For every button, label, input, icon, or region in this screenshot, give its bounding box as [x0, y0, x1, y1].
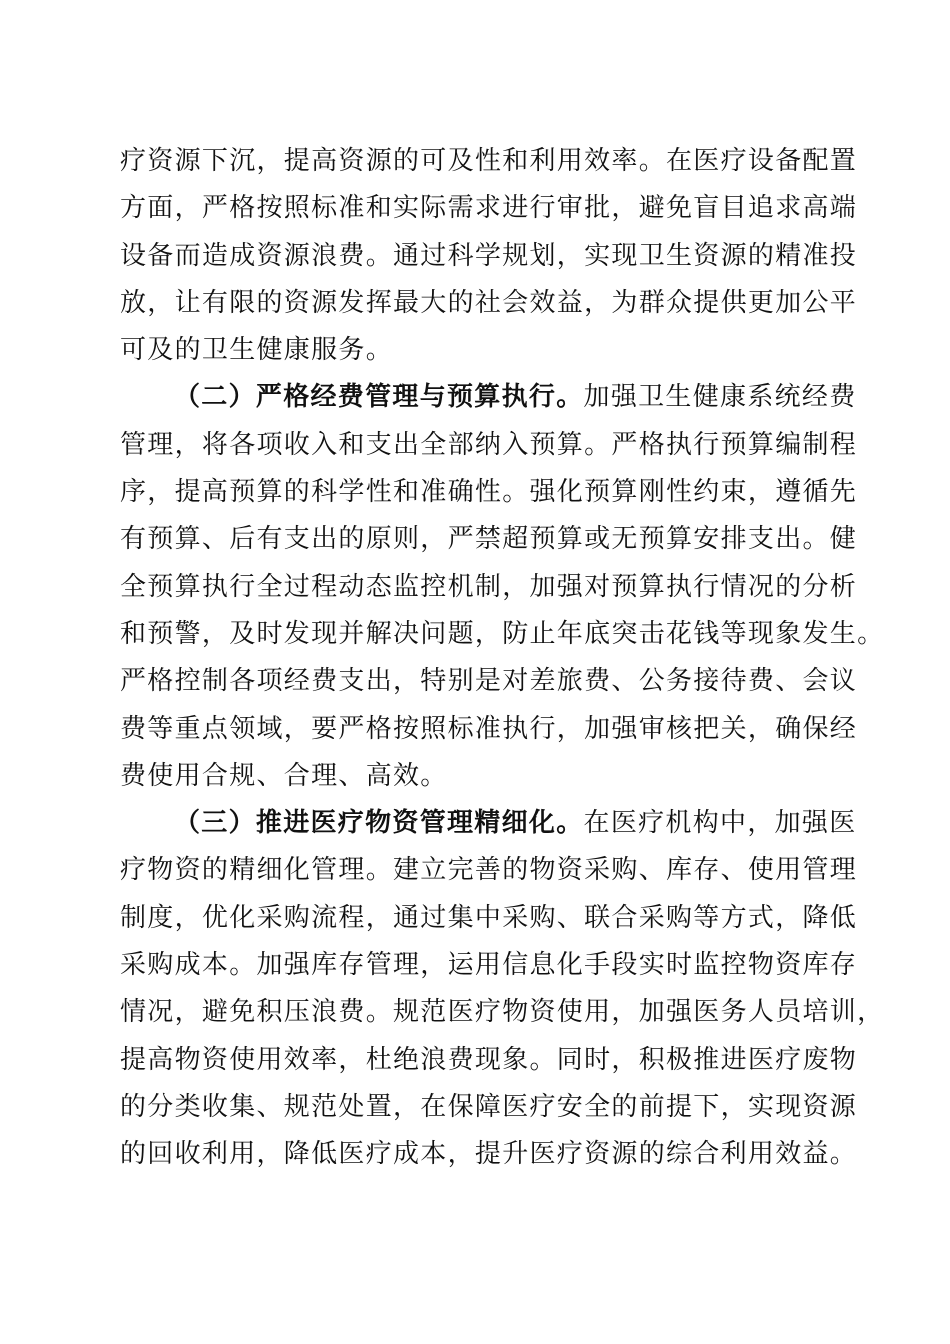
- paragraph-line: 制度，优化采购流程，通过集中采购、联合采购等方式，降低: [120, 902, 858, 933]
- paragraph-line: 放，让有限的资源发挥最大的社会效益，为群众提供更加公平: [120, 287, 858, 318]
- paragraph-3: [120, 800, 885, 1178]
- paragraph-line: 疗资源下沉，提高资源的可及性和利用效率。在医疗设备配置: [120, 146, 858, 176]
- paragraph-text: 加强卫生健康系统经费: [583, 382, 857, 413]
- paragraph-line: 提高物资使用效率，杜绝浪费现象。同时，积极推进医疗废物: [120, 1044, 858, 1075]
- paragraph-line: 采购成本。加强库存管理，运用信息化手段实时监控物资库存: [120, 950, 858, 981]
- paragraph-line: 情况，避免积压浪费。规范医疗物资使用，加强医务人员培训，: [120, 997, 885, 1028]
- paragraph-text: 在医疗机构中，加强医: [583, 808, 857, 839]
- paragraph-line: 方面，严格按照标准和实际需求进行审批，避免盲目追求高端: [120, 193, 858, 224]
- paragraph-line: 可及的卫生健康服务。: [120, 335, 394, 366]
- paragraph-line: 费等重点领域，要严格按照标准执行，加强审核把关，确保经: [120, 713, 858, 744]
- paragraph-line: 序，提高预算的科学性和准确性。强化预算刚性约束，遵循先: [120, 477, 858, 508]
- document-body: [120, 138, 885, 1179]
- paragraph-line: 和预警，及时发现并解决问题，防止年底突击花钱等现象发生。: [120, 618, 885, 649]
- paragraph-2: [120, 374, 885, 800]
- paragraph-first-line: [120, 374, 857, 421]
- section-heading: （二）严格经费管理与预算执行。: [174, 382, 584, 413]
- paragraph-line: 的分类收集、规范处置，在保障医疗安全的前提下，实现资源: [120, 1091, 858, 1122]
- paragraph-line: 疗物资的精细化管理。建立完善的物资采购、库存、使用管理: [120, 855, 858, 886]
- paragraph-line: 全预算执行全过程动态监控机制，加强对预算执行情况的分析: [120, 571, 858, 602]
- paragraph-line: 费使用合规、合理、高效。: [120, 760, 448, 791]
- paragraph-line: 有预算、后有支出的原则，严禁超预算或无预算安排支出。健: [120, 524, 858, 555]
- paragraph-line: 的回收利用，降低医疗成本，提升医疗资源的综合利用效益。: [120, 1139, 858, 1170]
- paragraph-line: 设备而造成资源浪费。通过科学规划，实现卫生资源的精准投: [120, 240, 858, 271]
- paragraph-1: [120, 138, 858, 374]
- paragraph-first-line: [120, 800, 857, 847]
- section-heading: （三）推进医疗物资管理精细化。: [174, 808, 584, 839]
- paragraph-line: 管理，将各项收入和支出全部纳入预算。严格执行预算编制程: [120, 429, 858, 460]
- paragraph-line: 严格控制各项经费支出，特别是对差旅费、公务接待费、会议: [120, 666, 858, 697]
